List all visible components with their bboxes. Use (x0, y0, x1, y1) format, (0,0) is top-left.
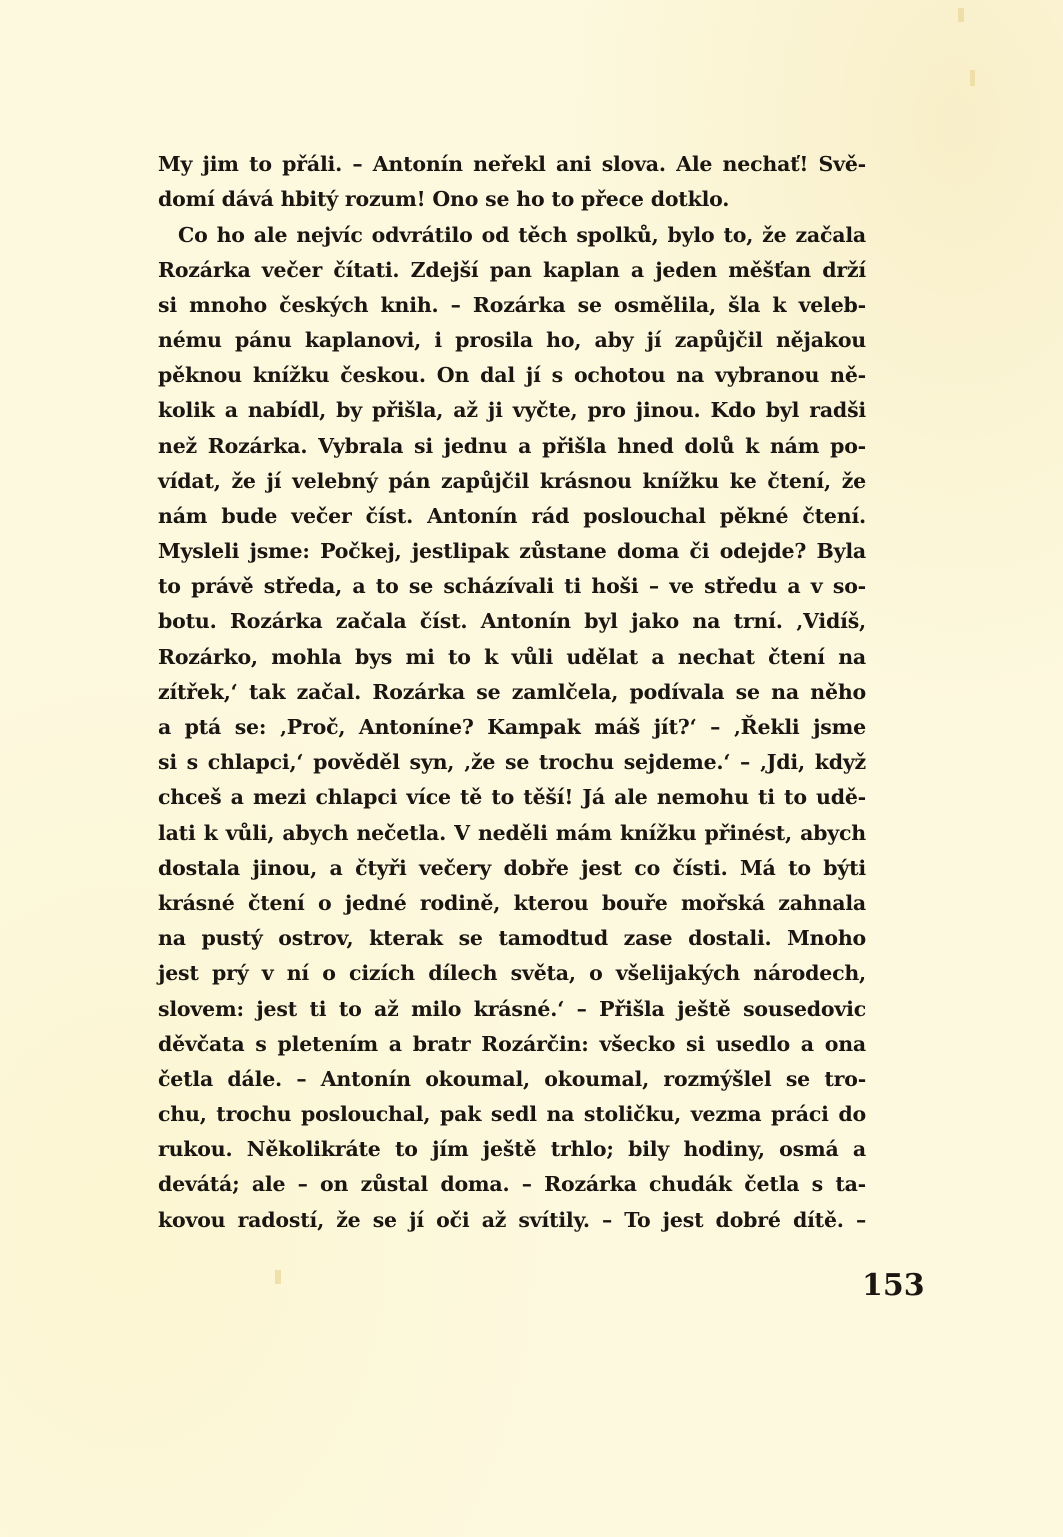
text-line: nám bude večer číst. Antonín rád poslouchal pěkné čtení. (158, 504, 866, 528)
text-line: krásné čtení o jedné rodině, kterou bouře mořská zahnala (158, 891, 866, 915)
text-line: botu. Rozárka začala číst. Antonín byl jako na trní. ‚Vidíš, (158, 609, 866, 633)
paper-stain (958, 8, 964, 22)
text-line: Mysleli jsme: Počkej, jestlipak zůstane doma či odejde? Byla (158, 539, 866, 563)
text-line: Rozárka večer čítati. Zdejší pan kaplan a jeden měšťan drží (158, 258, 866, 282)
text-line: devátá; ale – on zůstal doma. – Rozárka chudák četla s ta- (158, 1172, 866, 1196)
text-line: slovem: jest ti to až milo krásné.‘ – Přišla ještě sousedovic (158, 997, 866, 1021)
text-line: rukou. Několikráte to jím ještě trhlo; bily hodiny, osmá a (158, 1137, 866, 1161)
page-number: 153 (862, 1268, 925, 1303)
text-line: děvčata s pletením a bratr Rozárčin: všecko si usedlo a ona (158, 1032, 866, 1056)
text-line: si s chlapci,‘ pověděl syn, ‚že se trochu sejdeme.‘ – ‚Jdi, když (158, 750, 866, 774)
text-line: kolik a nabídl, by přišla, až ji vyčte, pro jinou. Kdo byl radši (158, 398, 866, 422)
text-line: si mnoho českých knih. – Rozárka se osmělila, šla k veleb- (158, 293, 866, 317)
text-line: lati k vůli, abych nečetla. V neděli mám knížku přinést, abych (158, 821, 866, 845)
text-line: nému pánu kaplanovi, i prosila ho, aby jí zapůjčil nějakou (158, 328, 866, 352)
text-line: než Rozárka. Vybrala si jednu a přišla hned dolů k nám po- (158, 434, 866, 458)
text-line: Rozárko, mohla bys mi to k vůli udělat a nechat čtení na (158, 645, 866, 669)
text-line: Co ho ale nejvíc odvrátilo od těch spolků, bylo to, že začala (178, 223, 866, 247)
text-line: pěknou knížku českou. On dal jí s ochotou na vybranou ně- (158, 363, 866, 387)
text-line: chceš a mezi chlapci více tě to těší! Já ale nemohu ti to udě- (158, 785, 866, 809)
text-line: jest prý v ní o cizích dílech světa, o všelijakých národech, (158, 961, 866, 985)
text-line: to právě středa, a to se scházívali ti hoši – ve středu a v so- (158, 574, 866, 598)
text-line: a ptá se: ‚Proč, Antoníne? Kampak máš jít?‘ – ‚Řekli jsme (158, 715, 866, 739)
text-line: zítřek,‘ tak začal. Rozárka se zamlčela, podívala se na něho (158, 680, 866, 704)
text-line: chu, trochu poslouchal, pak sedl na stoličku, vezma práci do (158, 1102, 866, 1126)
text-line: na pustý ostrov, kterak se tamodtud zase dostali. Mnoho (158, 926, 866, 950)
text-line: My jim to přáli. – Antonín neřekl ani slova. Ale nechať! Svě- (158, 152, 866, 176)
text-line: vídat, že jí velebný pán zapůjčil krásnou knížku ke čtení, že (158, 469, 866, 493)
paper-stain (970, 70, 975, 86)
text-line: dostala jinou, a čtyři večery dobře jest co čísti. Má to býti (158, 856, 866, 880)
text-line: četla dále. – Antonín okoumal, okoumal, rozmýšlel se tro- (158, 1067, 866, 1091)
text-line: domí dává hbitý rozum! Ono se ho to přece dotklo. (158, 187, 730, 211)
text-line: kovou radostí, že se jí oči až svítily. – To jest dobré dítě. – (158, 1208, 866, 1232)
paper-stain (275, 1270, 281, 1284)
